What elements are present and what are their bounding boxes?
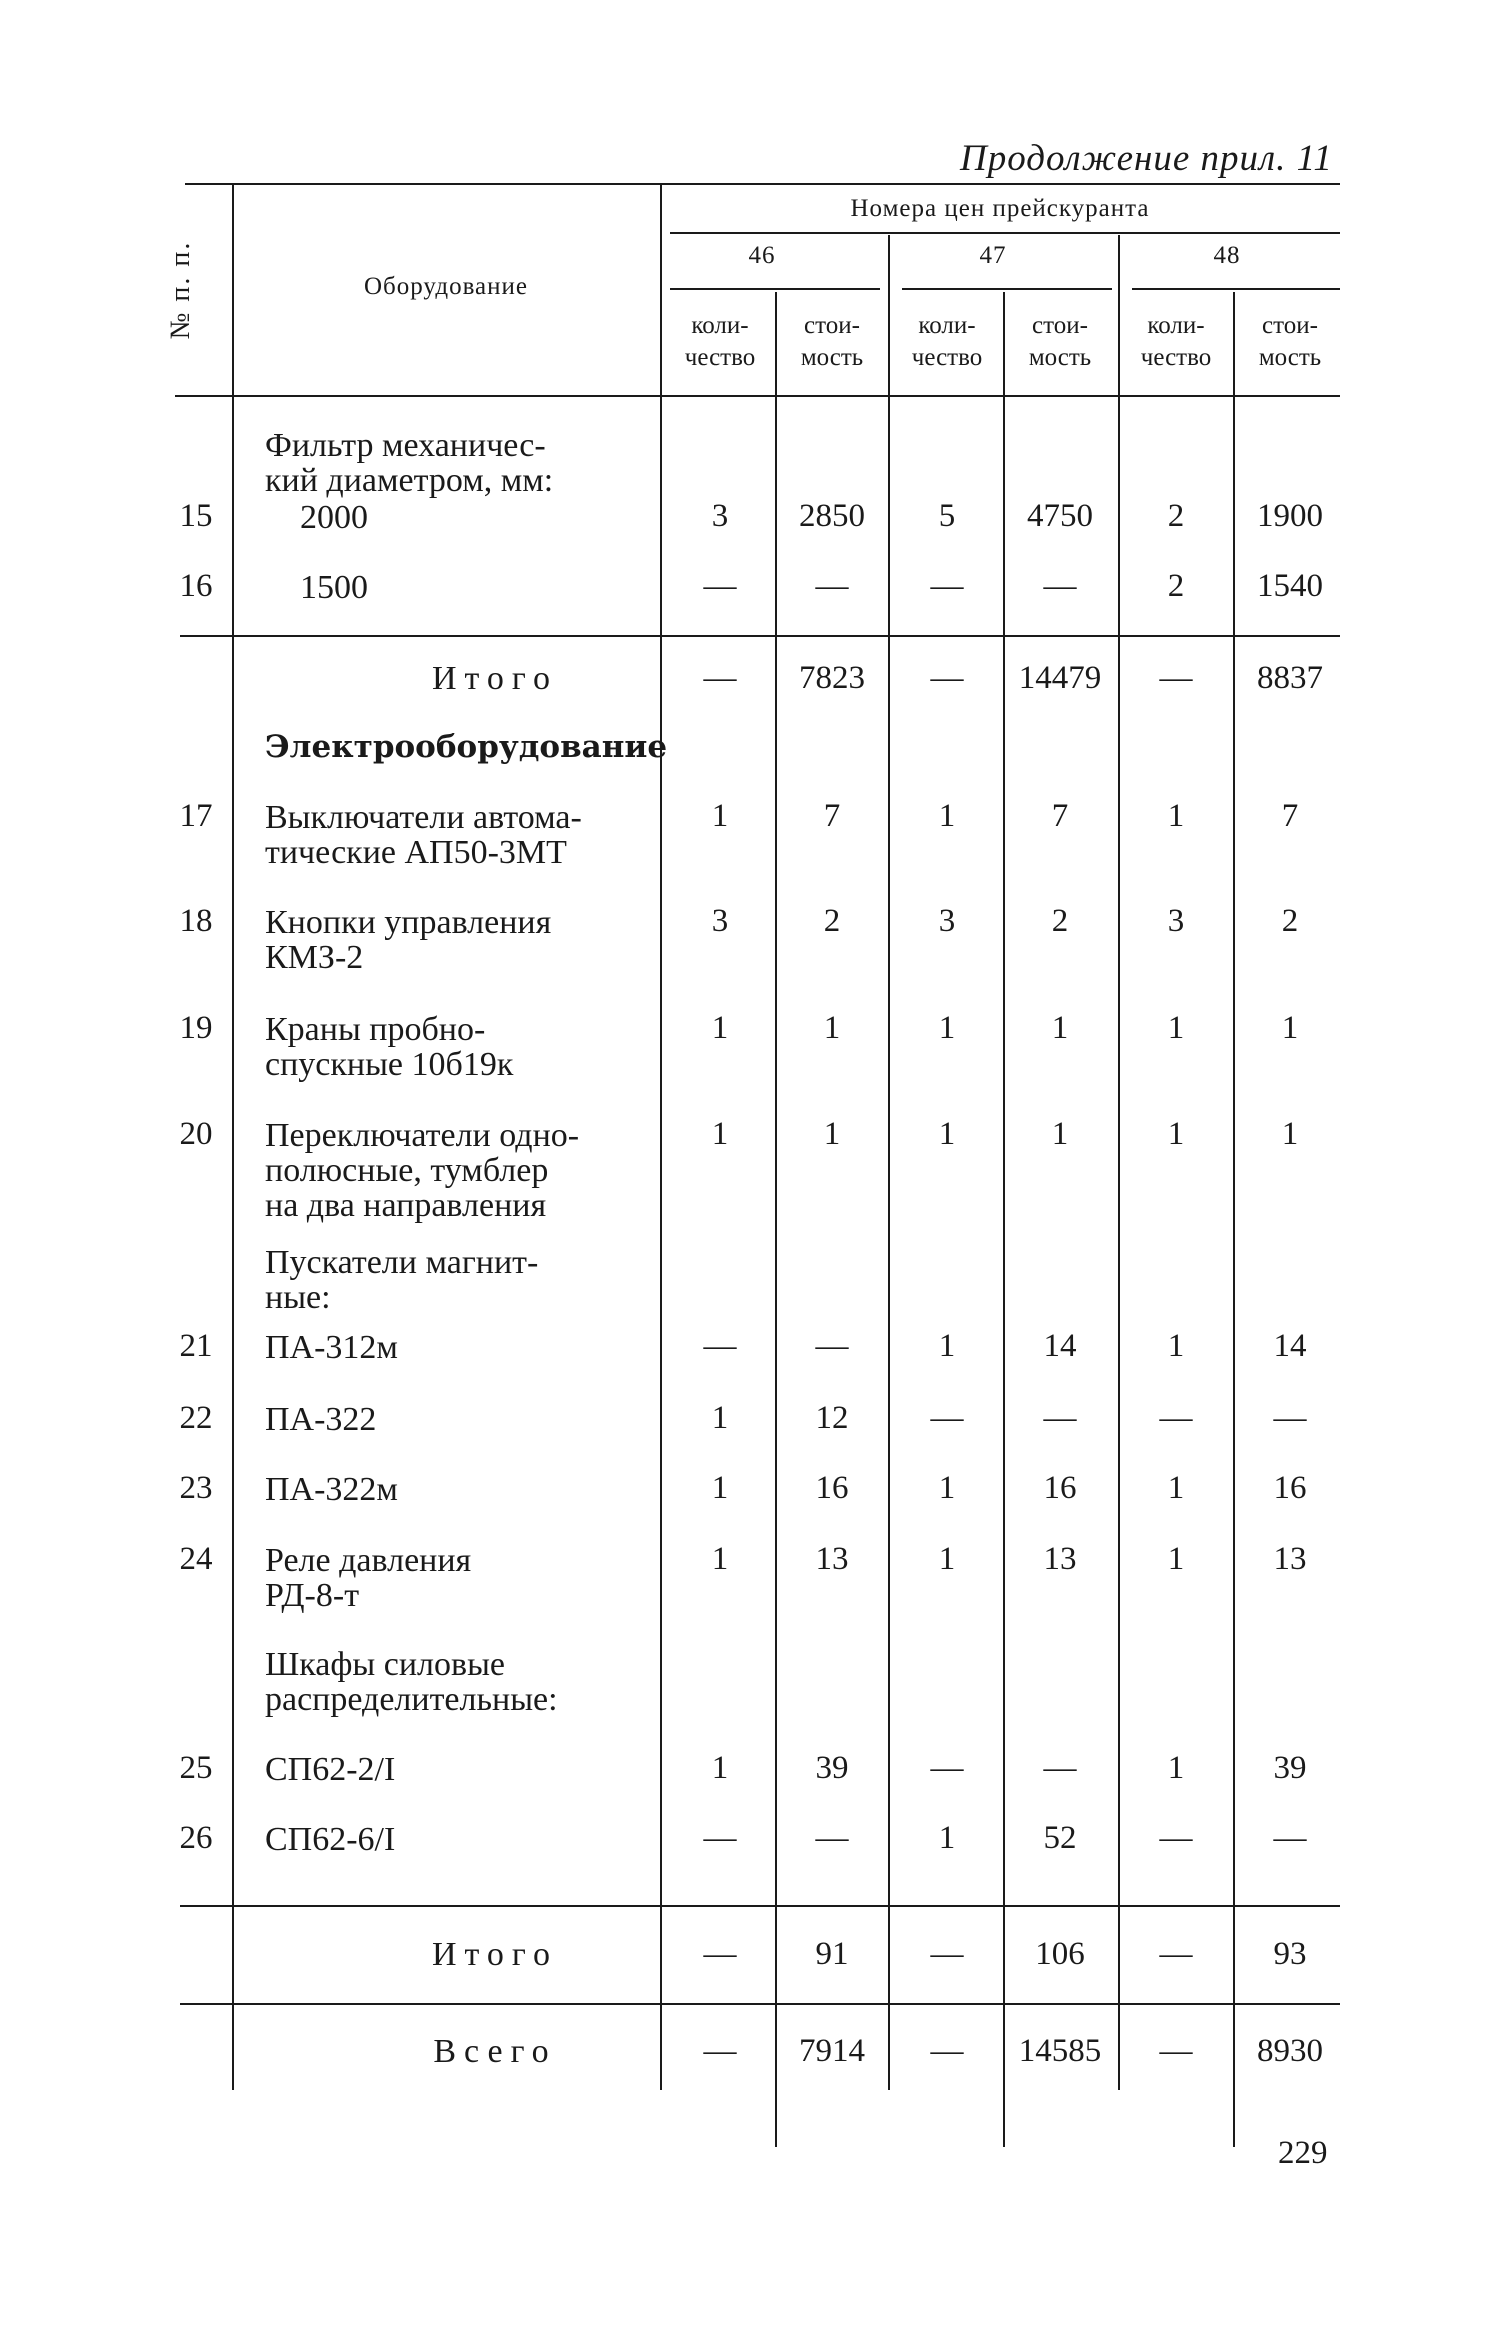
row-number: 23 xyxy=(179,1470,213,1506)
row-number: 26 xyxy=(179,1820,213,1856)
cost-cell: 7914 xyxy=(799,2033,865,2069)
quantity-cell: 3 xyxy=(711,498,729,534)
quantity-cell: — xyxy=(1159,1820,1193,1856)
cost-cell: 16 xyxy=(1043,1470,1077,1506)
page-number: 229 xyxy=(1278,2135,1328,2171)
quantity-cell: 1 xyxy=(711,1116,729,1152)
row-number: 16 xyxy=(179,568,213,604)
cost-cell: 13 xyxy=(1043,1541,1077,1577)
table-top-rule xyxy=(185,183,1340,185)
quantity-cell: — xyxy=(1159,2033,1193,2069)
group-47-rule xyxy=(902,288,1112,290)
quantity-cell: 1 xyxy=(938,1328,956,1364)
group-48-rule xyxy=(1132,288,1340,290)
price-group-number: 46 xyxy=(748,242,776,269)
quantity-cell: — xyxy=(703,1328,737,1364)
cost-cell: 2850 xyxy=(799,498,865,534)
table-caption: Продолжение прил. 11 xyxy=(960,138,1333,179)
value-column-divider xyxy=(888,235,890,2090)
cost-header: стои- мость xyxy=(800,312,864,371)
quantity-header: коли- чество xyxy=(911,312,983,371)
quantity-cell: 1 xyxy=(1167,1470,1185,1506)
quantity-cell: — xyxy=(930,1400,964,1436)
cost-cell: 1 xyxy=(1281,1010,1299,1046)
header-bottom-rule xyxy=(175,395,1340,397)
cost-cell: — xyxy=(815,568,849,604)
cost-cell: 2 xyxy=(823,903,841,939)
equipment-name: Фильтр механичес- кий диаметром, мм: xyxy=(265,427,554,499)
quantity-cell: 2 xyxy=(1167,568,1185,604)
row-number: 17 xyxy=(179,798,213,834)
quantity-cell: 1 xyxy=(1167,1541,1185,1577)
number-column-divider xyxy=(232,183,234,2090)
quantity-cell: 1 xyxy=(711,1541,729,1577)
cost-cell: 14 xyxy=(1273,1328,1307,1364)
quantity-cell: 1 xyxy=(1167,1010,1185,1046)
cost-cell: 4750 xyxy=(1027,498,1093,534)
quantity-cell: — xyxy=(1159,660,1193,696)
row-number: 18 xyxy=(179,903,213,939)
quantity-cell: 1 xyxy=(711,1400,729,1436)
row-number: 25 xyxy=(179,1750,213,1786)
cost-cell: 8930 xyxy=(1257,2033,1323,2069)
cost-cell: — xyxy=(815,1820,849,1856)
quantity-cell: — xyxy=(930,660,964,696)
quantity-cell: 1 xyxy=(711,1470,729,1506)
total-label: Итого xyxy=(431,660,559,697)
row-number: 21 xyxy=(179,1328,213,1364)
equipment-column-divider xyxy=(660,183,662,2090)
cost-cell: 39 xyxy=(1273,1750,1307,1786)
cost-cell: 1 xyxy=(1051,1116,1069,1152)
cost-cell: 13 xyxy=(1273,1541,1307,1577)
quantity-header: коли- чество xyxy=(1140,312,1212,371)
price-group-number: 48 xyxy=(1213,242,1241,269)
cost-cell: — xyxy=(1043,1400,1077,1436)
quantity-cell: 5 xyxy=(938,498,956,534)
cost-cell: 39 xyxy=(815,1750,849,1786)
cost-cell: 7823 xyxy=(799,660,865,696)
cost-cell: 7 xyxy=(1281,798,1299,834)
value-column-divider xyxy=(1233,292,1235,2147)
quantity-cell: 1 xyxy=(938,1820,956,1856)
equipment-name: Краны пробно- спускные 10б19к xyxy=(265,1011,514,1083)
column-header-equipment: Оборудование xyxy=(363,273,529,300)
equipment-name: ПА-322м xyxy=(265,1471,398,1508)
cost-cell: 1540 xyxy=(1257,568,1323,604)
row-number: 24 xyxy=(179,1541,213,1577)
quantity-cell: 1 xyxy=(938,1010,956,1046)
cost-cell: 8837 xyxy=(1257,660,1323,696)
quantity-cell: 1 xyxy=(1167,1750,1185,1786)
cost-cell: 93 xyxy=(1273,1936,1307,1972)
cost-cell: 12 xyxy=(815,1400,849,1436)
cost-cell: 1 xyxy=(823,1116,841,1152)
value-column-divider xyxy=(1118,235,1120,2090)
row-number: 20 xyxy=(179,1116,213,1152)
quantity-cell: 1 xyxy=(938,1470,956,1506)
cost-cell: 7 xyxy=(1051,798,1069,834)
quantity-cell: — xyxy=(930,1936,964,1972)
equipment-name: СП62-6/I xyxy=(265,1821,396,1858)
cost-header: стои- мость xyxy=(1258,312,1322,371)
total-label: Всего xyxy=(433,2033,557,2070)
quantity-cell: 1 xyxy=(1167,1328,1185,1364)
total-label: Итого xyxy=(431,1936,559,1973)
section-rule xyxy=(180,635,1340,637)
quantity-cell: 1 xyxy=(711,798,729,834)
equipment-name: Переключатели одно- полюсные, тумблер на два направления xyxy=(265,1117,580,1224)
cost-cell: — xyxy=(1043,1750,1077,1786)
quantity-cell: — xyxy=(1159,1400,1193,1436)
cost-cell: 2 xyxy=(1281,903,1299,939)
equipment-name: СП62-2/I xyxy=(265,1751,396,1788)
quantity-cell: 1 xyxy=(938,1116,956,1152)
group-46-rule xyxy=(670,288,880,290)
price-group-number: 47 xyxy=(979,242,1007,269)
equipment-name: ПА-312м xyxy=(265,1329,398,1366)
cost-cell: 52 xyxy=(1043,1820,1077,1856)
cost-cell: 106 xyxy=(1035,1936,1085,1972)
equipment-size: 1500 xyxy=(300,569,368,606)
cost-cell: 16 xyxy=(815,1470,849,1506)
quantity-cell: 3 xyxy=(1167,903,1185,939)
column-header-number: № п. п. xyxy=(165,240,196,340)
cost-cell: — xyxy=(815,1328,849,1364)
section-rule xyxy=(180,1905,1340,1907)
equipment-name: Выключатели автома- тические АП50-3МТ xyxy=(265,799,582,871)
equipment-size: 2000 xyxy=(300,499,368,536)
equipment-name: Пускатели магнит- ные: xyxy=(265,1244,539,1316)
quantity-cell: 1 xyxy=(711,1010,729,1046)
row-number: 15 xyxy=(179,498,213,534)
cost-cell: — xyxy=(1043,568,1077,604)
quantity-cell: — xyxy=(703,1820,737,1856)
cost-cell: 14479 xyxy=(1018,660,1102,696)
cost-header: стои- мость xyxy=(1028,312,1092,371)
cost-cell: 1 xyxy=(1281,1116,1299,1152)
section-heading: Электрооборудование xyxy=(265,729,668,765)
quantity-cell: 1 xyxy=(711,1750,729,1786)
cost-cell: 91 xyxy=(815,1936,849,1972)
quantity-cell: — xyxy=(930,1750,964,1786)
quantity-cell: — xyxy=(930,2033,964,2069)
value-column-divider xyxy=(775,292,777,2147)
cost-cell: 1 xyxy=(1051,1010,1069,1046)
cost-cell: 1900 xyxy=(1257,498,1323,534)
equipment-name: ПА-322 xyxy=(265,1401,377,1438)
cost-cell: 16 xyxy=(1273,1470,1307,1506)
quantity-cell: 1 xyxy=(938,798,956,834)
quantity-cell: 3 xyxy=(711,903,729,939)
quantity-cell: 1 xyxy=(1167,1116,1185,1152)
quantity-cell: — xyxy=(703,568,737,604)
cost-cell: 7 xyxy=(823,798,841,834)
section-rule xyxy=(180,2003,1340,2005)
quantity-header: коли- чество xyxy=(684,312,756,371)
quantity-cell: 2 xyxy=(1167,498,1185,534)
equipment-name: Реле давления РД-8-т xyxy=(265,1542,472,1614)
cost-cell: — xyxy=(1273,1400,1307,1436)
cost-cell: — xyxy=(1273,1820,1307,1856)
cost-cell: 14585 xyxy=(1018,2033,1102,2069)
quantity-cell: 3 xyxy=(938,903,956,939)
value-column-divider xyxy=(1003,292,1005,2147)
quantity-cell: — xyxy=(1159,1936,1193,1972)
quantity-cell: — xyxy=(930,568,964,604)
row-number: 22 xyxy=(179,1400,213,1436)
equipment-name: Шкафы силовые распределительные: xyxy=(265,1646,558,1718)
price-group-header: Номера цен прейскуранта xyxy=(850,195,1150,222)
quantity-cell: — xyxy=(703,2033,737,2069)
quantity-cell: — xyxy=(703,660,737,696)
quantity-cell: — xyxy=(703,1936,737,1972)
cost-cell: 14 xyxy=(1043,1328,1077,1364)
quantity-cell: 1 xyxy=(1167,798,1185,834)
cost-cell: 2 xyxy=(1051,903,1069,939)
quantity-cell: 1 xyxy=(938,1541,956,1577)
row-number: 19 xyxy=(179,1010,213,1046)
price-group-rule xyxy=(670,232,1340,234)
cost-cell: 13 xyxy=(815,1541,849,1577)
equipment-name: Кнопки управления КМЗ-2 xyxy=(265,904,552,976)
cost-cell: 1 xyxy=(823,1010,841,1046)
